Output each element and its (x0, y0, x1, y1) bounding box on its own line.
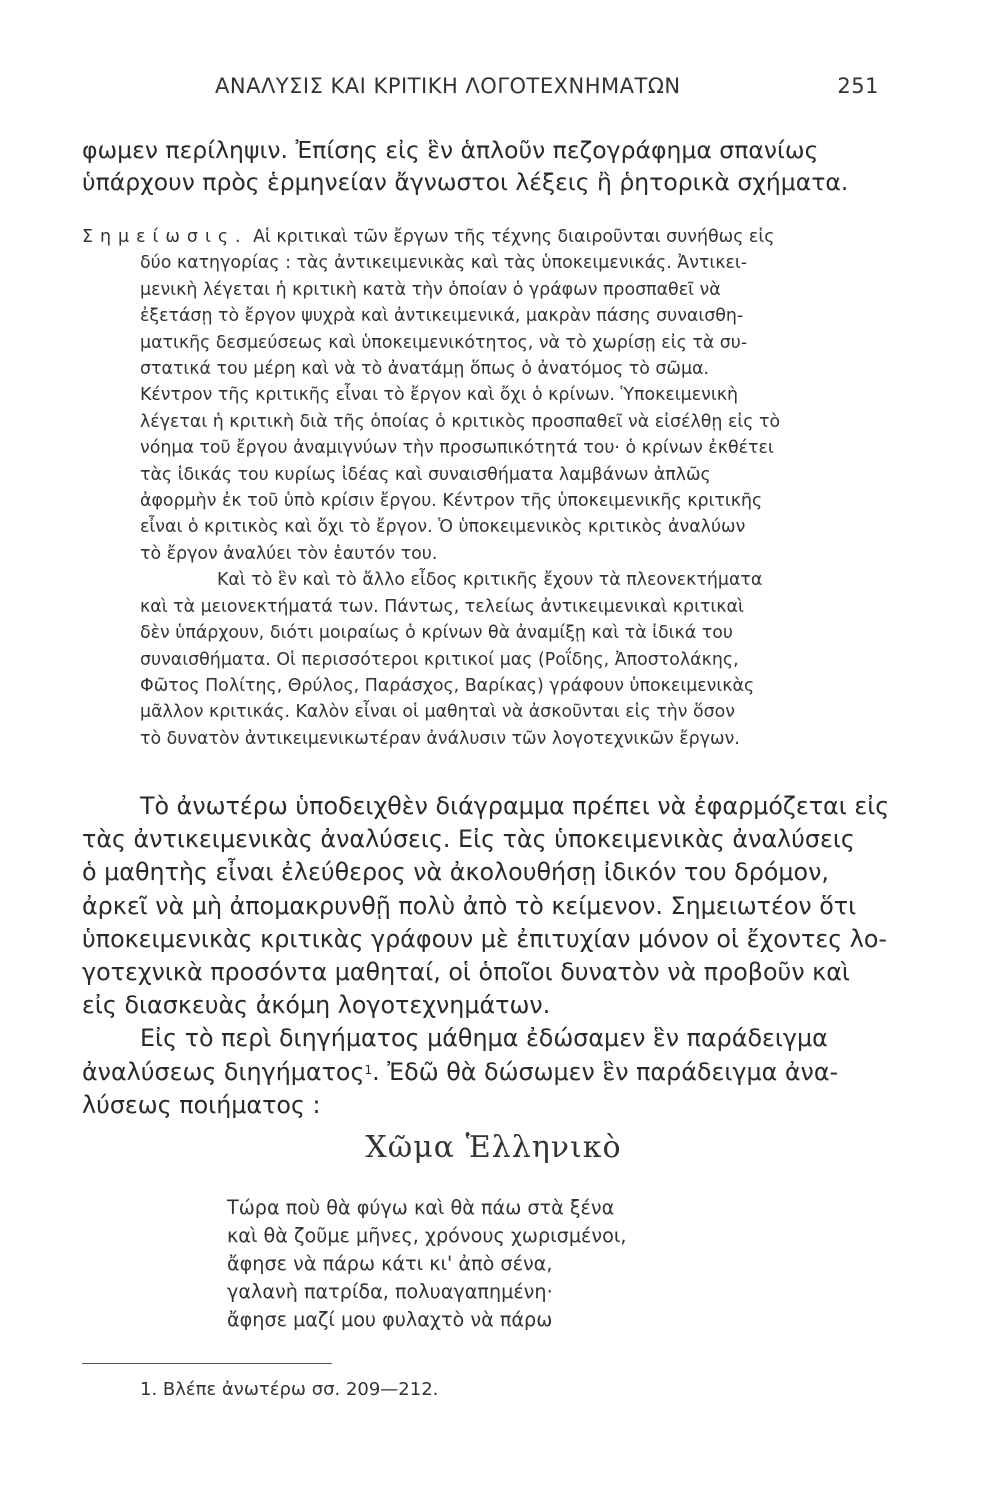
poem-verse: καὶ θὰ ζοῦμε μῆνες, χρόνους χωρισμένοι, (227, 1224, 627, 1247)
note-label: Σημείωσις. (82, 227, 248, 247)
text-line: καὶ τὰ μειονεκτήματά των. Πάντως, τελείως ἀντικειμενικαὶ κριτικαὶ (140, 596, 744, 617)
text-line: Αἱ κριτικαὶ τῶν ἔργων τῆς τέχνης διαιροῦνται συνήθως εἰς (247, 227, 775, 247)
poem-verse: ἄφησε νὰ πάρω κάτι κι' ἀπὸ σένα, (227, 1252, 553, 1275)
text-line: ἐξετάσῃ τὸ ἔργον ψυχρὰ καὶ ἀντικειμενικά, μακρὰν πάσης συναισθη- (140, 306, 744, 327)
text-line: ματικῆς δεσμεύσεως καὶ ὑποκειμενικότητος, νὰ τὸ χωρίσῃ εἰς τὰ συ- (140, 332, 748, 353)
running-title: ΑΝΑΛΥΣΙΣ ΚΑΙ ΚΡΙΤΙΚΗ ΛΟΓΟΤΕΧΝΗΜΑΤΩΝ (215, 74, 681, 98)
text-line: φωμεν περίληψιν. Ἐπίσης εἰς ἓν ἁπλοῦν πεζογράφημα σπανίως (82, 136, 819, 164)
text-line: Τὸ ἀνωτέρω ὑποδειχθὲν διάγραμμα πρέπει νὰ ἐφαρμόζεται εἰς (140, 792, 890, 820)
text-line: ὑποκειμενικὰς κριτικὰς γράφουν μὲ ἐπιτυχίαν μόνον οἱ ἔχοντες λο- (82, 924, 887, 953)
text-line: νόημα τοῦ ἔργου ἀναμιγνύων τὴν προσωπικότητά του· ὁ κρίνων ἐκθέτει (140, 438, 774, 459)
footnote: 1. Βλέπε ἀνωτέρω σσ. 209—212. (140, 1379, 439, 1400)
text-line: ἀφορμὴν ἐκ τοῦ ὑπὸ κρίσιν ἔργου. Κέντρον τῆς ὑποκειμενικῆς κριτικῆς (140, 491, 763, 512)
text-line: τὸ δυνατὸν ἀντικειμενικωτέραν ἀνάλυσιν τῶν λογοτεχνικῶν ἔργων. (140, 728, 740, 749)
text-line: Εἰς τὸ περὶ διηγήματος μάθημα ἐδώσαμεν ἓν παράδειγμα (140, 1024, 828, 1053)
page-number: 251 (837, 74, 879, 98)
text-line: Φῶτος Πολίτης, Θρύλος, Παράσχος, Βαρίκας) γράφουν ὑποκειμενικὰς (140, 675, 755, 696)
text-line: συναισθήματα. Οἱ περισσότεροι κριτικοί μας (Ροΐδης, Ἀποστολάκης, (140, 649, 739, 670)
footnote-marker: 1 (364, 1062, 373, 1077)
text-line: ἀρκεῖ νὰ μὴ ἀπομακρυνθῇ πολὺ ἀπὸ τὸ κείμενον. Σημειωτέον ὅτι (82, 891, 857, 920)
text-line: ὁ μαθητὴς εἶναι ἐλεύθερος νὰ ἀκολουθήσῃ ἰδικόν του δρόμον, (82, 858, 829, 887)
main-text (82, 790, 890, 1122)
text-line: στατικά του μέρη καὶ νὰ τὸ ἀνατάμῃ ὅπως ὁ ἀνατόμος τὸ σῶμα. (140, 359, 710, 380)
text-line: . Ἐδῶ θὰ δώσωμεν ἓν παράδειγμα ἀνα- (372, 1057, 839, 1086)
text-line: τὸ ἔργον ἀναλύει τὸν ἑαυτόν του. (140, 543, 438, 564)
text-line: δύο κατηγορίας : τὰς ἀντικειμενικὰς καὶ τὰς ὑποκειμενικάς. Ἀντικει- (140, 253, 748, 274)
text-line: λέγεται ἡ κριτικὴ διὰ τῆς ὁποίας ὁ κριτικὸς προσπαθεῖ νὰ εἰσέλθῃ εἰς τὸ (140, 411, 781, 432)
text-line: Κέντρον τῆς κριτικῆς εἶναι τὸ ἔργον καὶ ὄχι ὁ κρίνων. Ὑποκειμενικὴ (140, 385, 739, 406)
poem-title: Χῶμα Ἑλληνικὸ (365, 1130, 622, 1165)
text-line: Καὶ τὸ ἓν καὶ τὸ ἄλλο εἶδος κριτικῆς ἔχουν τὰ πλεονεκτήματα (217, 570, 763, 591)
text-line: εἶναι ὁ κριτικὸς καὶ ὄχι τὸ ἔργον. Ὁ ὑποκειμενικὸς κριτικὸς ἀναλύων (140, 517, 746, 538)
text-line: λύσεως ποιήματος : (82, 1090, 321, 1119)
text-line: ὑπάρχουν πρὸς ἑρμηνείαν ἄγνωστοι λέξεις ἢ ῥητορικὰ σχήματα. (82, 168, 849, 196)
intro-paragraph (82, 134, 882, 198)
note-block (82, 224, 882, 752)
poem-verse: γαλανὴ πατρίδα, πολυαγαπημένη· (227, 1280, 553, 1303)
text-line: τὰς ἀντικειμενικὰς ἀναλύσεις. Εἰς τὰς ὑποκειμενικὰς ἀναλύσεις (82, 825, 855, 854)
page-header (215, 74, 879, 104)
text-line: γοτεχνικὰ προσόντα μαθηταί, οἱ ὁποῖοι δυνατὸν νὰ προβοῦν καὶ (82, 958, 850, 987)
poem-verse: ἄφησε μαζί μου φυλαχτὸ νὰ πάρω (227, 1308, 553, 1331)
footnote-divider (82, 1363, 332, 1364)
text-line: μᾶλλον κριτικάς. Καλὸν εἶναι οἱ μαθηταὶ νὰ ἀσκοῦνται εἰς τὴν ὅσον (140, 702, 735, 723)
text-line: μενικὴ λέγεται ἡ κριτικὴ κατὰ τὴν ὁποίαν ὁ γράφων προσπαθεῖ νὰ (140, 279, 721, 300)
text-line: εἰς διασκευὰς ἀκόμη λογοτεχνημάτων. (82, 991, 551, 1020)
text-line: ἀναλύσεως διηγήματος (82, 1057, 365, 1086)
text-line: τὰς ἰδικάς του κυρίως ἰδέας καὶ συναισθήματα λαμβάνων ἁπλῶς (140, 464, 711, 485)
poem-verse: Τώρα ποὺ θὰ φύγω καὶ θὰ πάω στὰ ξένα (227, 1196, 615, 1219)
poem-stanza (227, 1194, 827, 1334)
text-line: δὲν ὑπάρχουν, διότι μοιραίως ὁ κρίνων θὰ ἀναμίξῃ καὶ τὰ ἰδικά του (140, 623, 733, 644)
